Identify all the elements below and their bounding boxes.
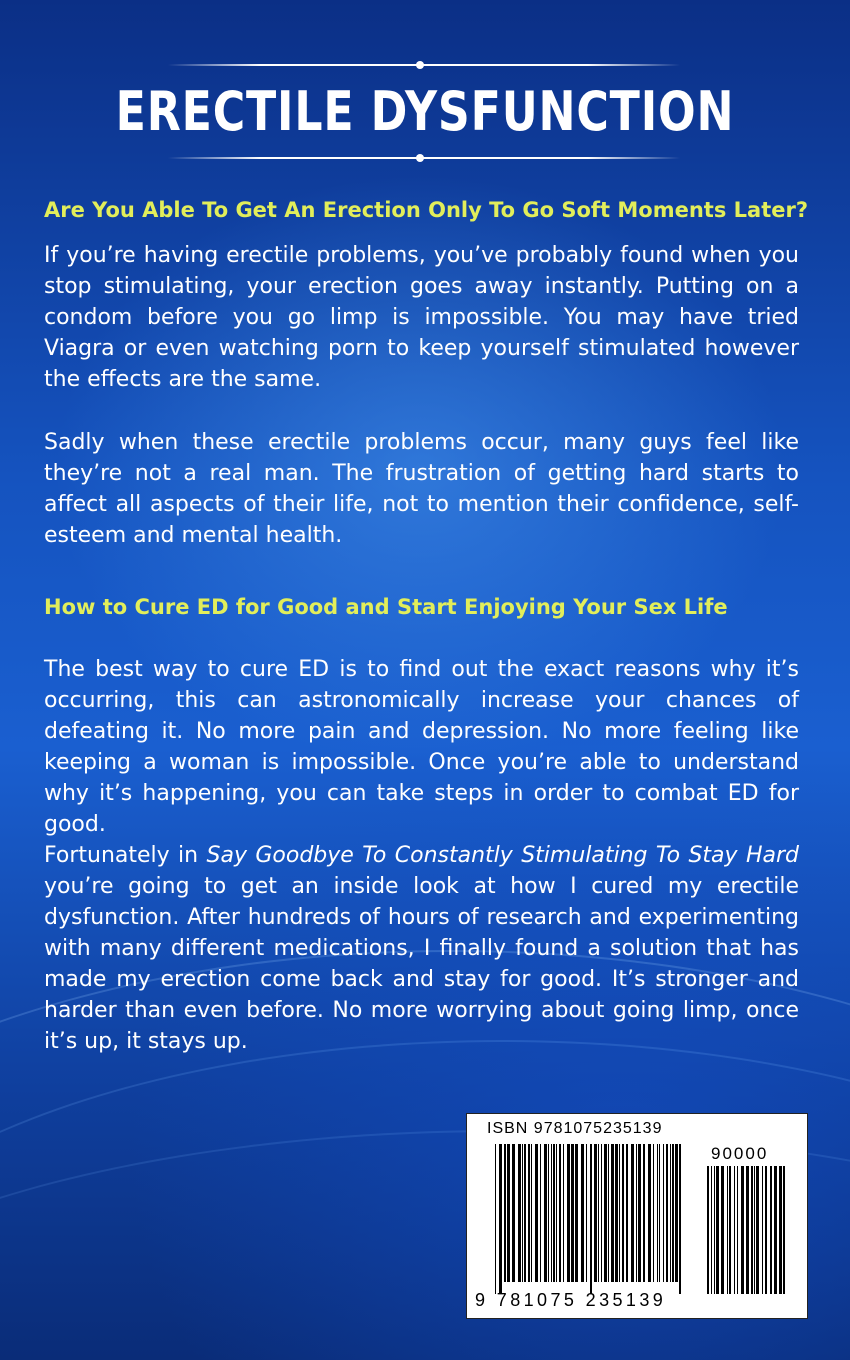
section-heading-cure-ed: How to Cure ED for Good and Start Enjoying Your Sex Life (44, 595, 728, 619)
paragraph-intro-text: Fortunately in (44, 843, 207, 868)
barcode-bar (741, 1166, 744, 1294)
barcode-bar (754, 1166, 755, 1294)
barcode-bar (563, 1144, 564, 1282)
barcode-digits: 9 781075 235139 (475, 1290, 667, 1310)
barcode-bar (711, 1166, 712, 1294)
barcode-bar (499, 1144, 502, 1294)
barcode-bar (611, 1144, 614, 1282)
cover-title: ERECTILE DYSFUNCTION (115, 80, 735, 143)
barcode-bar (590, 1144, 592, 1294)
barcode-bars (495, 1144, 685, 1294)
barcode-bar (524, 1144, 526, 1282)
barcode-bar (556, 1144, 557, 1282)
barcode-bar (679, 1144, 681, 1294)
divider-dot (416, 154, 424, 162)
barcode-bar (504, 1144, 506, 1282)
barcode-bar (783, 1166, 785, 1294)
barcode-bar (598, 1144, 599, 1282)
barcode-bar (575, 1144, 578, 1282)
barcode-bar (675, 1144, 678, 1282)
barcode-bar (615, 1144, 618, 1282)
barcode-bar (734, 1166, 735, 1294)
barcode-bar (594, 1144, 597, 1282)
barcode-bar (548, 1144, 549, 1282)
barcode-bar (670, 1144, 671, 1282)
barcode-bar (626, 1144, 628, 1282)
barcode-addon-bars (707, 1166, 787, 1306)
divider-dot (416, 61, 424, 69)
barcode-bar (551, 1144, 552, 1282)
paragraph-rest-text: you’re going to get an inside look at how I cured my erectile dysfunction. After hundreds of hours of research and experimenting with many different medications, I finally found a solution that has made my erection come back and stay for good. It’s stronger and harder than even before. No more worrying about going limp, once it’s up, it stays up. (44, 874, 799, 1054)
section-heading-soft-moments: Are You Able To Get An Erection Only To Go Soft Moments Later? (44, 198, 809, 222)
barcode-bar (512, 1144, 515, 1282)
paragraph-not-real-man: Sadly when these erectile problems occur, many guys feel like they’re not a real man. The frustration of getting hard starts to affect all aspects of their life, not to mention their confidence, self-esteem and mental health. (44, 430, 799, 548)
isbn-barcode (466, 1113, 808, 1319)
barcode-bar (507, 1144, 510, 1282)
barcode-bar (716, 1166, 719, 1294)
barcode-bar (638, 1144, 641, 1282)
barcode-bar (779, 1166, 782, 1294)
barcode-bar (567, 1144, 570, 1282)
barcode-bar (608, 1144, 609, 1282)
book-title-italic: Say Goodbye To Constantly Stimulating To Stay Hard (206, 843, 799, 868)
barcode-bar (636, 1144, 637, 1282)
barcode-bar (631, 1144, 634, 1282)
barcode-bar (774, 1166, 777, 1294)
barcode-bar (531, 1144, 532, 1282)
barcode-bar (721, 1166, 724, 1294)
paragraph-erectile-problems: If you’re having erectile problems, you’ve probably found when you stop stimulating, your erection goes away instantly. Putting on a condom before you go limp is impossible. You may have tried Viagra or even watching porn to keep yourself stimulated however the effects are the same. (44, 243, 799, 392)
barcode-bar (729, 1166, 731, 1294)
barcode-bar (528, 1144, 530, 1282)
barcode-bar (581, 1144, 584, 1282)
barcode-bar (714, 1166, 715, 1294)
barcode-bar (522, 1144, 523, 1282)
barcode-bar (746, 1166, 749, 1294)
title-divider-top (168, 64, 680, 66)
barcode-bar (559, 1144, 561, 1282)
barcode-bar (666, 1144, 668, 1282)
barcode-bar (540, 1144, 541, 1282)
price-code: 90000 (711, 1144, 769, 1163)
barcode-bar (518, 1144, 521, 1282)
barcode-bar (657, 1144, 658, 1282)
barcode-bar (770, 1166, 772, 1294)
barcode-bar (737, 1166, 738, 1294)
barcode-bar (751, 1166, 753, 1294)
barcode-bar (648, 1144, 651, 1282)
barcode-bar (553, 1144, 555, 1282)
barcode-bar (586, 1144, 587, 1282)
isbn-label: ISBN 9781075235139 (487, 1120, 663, 1137)
barcode-bar (643, 1144, 645, 1282)
barcode-bar (622, 1144, 624, 1282)
title-divider-bottom (168, 157, 680, 159)
barcode-bar (495, 1144, 496, 1294)
barcode-bar (762, 1166, 763, 1294)
barcode-bar (604, 1144, 607, 1282)
barcode-bar (727, 1166, 728, 1294)
barcode-bar (571, 1144, 574, 1282)
barcode-bar (672, 1144, 674, 1282)
barcode-bar (765, 1166, 767, 1294)
barcode-bar (535, 1144, 538, 1282)
barcode-bar (659, 1144, 660, 1282)
barcode-bar (619, 1144, 620, 1282)
barcode-bar (707, 1166, 709, 1294)
barcode-bar (544, 1144, 547, 1282)
paragraph-fortunately (44, 840, 799, 1057)
paragraph-best-way: The best way to cure ED is to find out the exact reasons why it’s occurring, this can astronomically increase your chances of defeating it. No more pain and depression. No more feeling like keeping a woman is impossible. Once you’re able to understand why it’s happening, you can take steps in order to combat ED for good. (44, 657, 799, 837)
barcode-bar (653, 1144, 654, 1282)
barcode-bar (663, 1144, 664, 1282)
barcode-bar (756, 1166, 759, 1294)
barcode-bar (601, 1144, 602, 1282)
